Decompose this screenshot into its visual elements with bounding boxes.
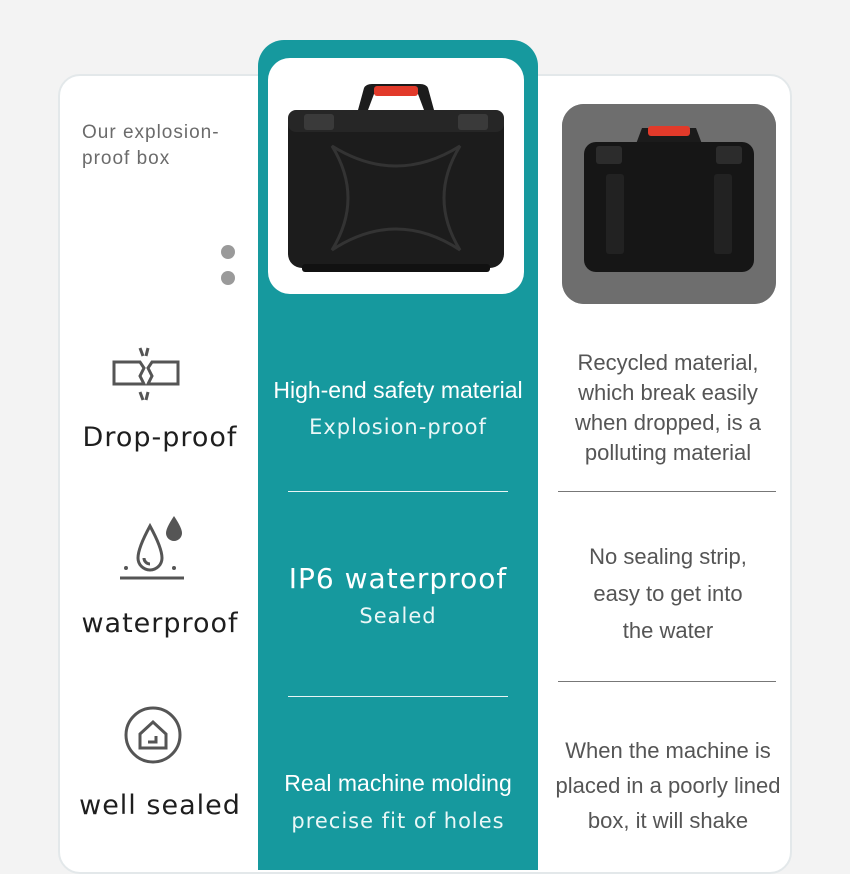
ours-row1-title: High-end safety material [273,377,523,403]
competitor-product-image [562,104,776,304]
others-row1-text: Recycled material, which break easily when dropped, is a polluting material [575,350,761,465]
ours-row3-title: Real machine molding [284,770,512,796]
broken-pipe-icon [110,346,182,408]
feature-waterproof-label: waterproof [81,608,239,639]
ours-row1-subtitle: Explosion-proof [309,415,487,439]
ours-row3-subtitle: precise fit of holes [291,809,505,833]
feature-drop-proof-label: Drop-proof [82,422,238,453]
others-divider [558,491,776,492]
ours-divider [288,491,508,492]
dot-icon [221,271,235,285]
others-row2-text: No sealing strip, easy to get into the water [589,544,747,643]
others-row3-text: When the machine is placed in a poorly lined box, it will shake [555,738,781,833]
our-box-label: Our explosion-proof box [82,122,220,169]
water-drops-icon [116,514,188,588]
sealed-home-icon [122,704,184,770]
ours-divider [288,696,508,697]
dot-icon [221,245,235,259]
our-product-image [268,58,524,294]
ours-row2-subtitle: Sealed [359,604,437,628]
others-divider [558,681,776,682]
ours-row2-title: IP6 waterproof [288,562,508,595]
feature-well-sealed-label: well sealed [79,790,241,821]
